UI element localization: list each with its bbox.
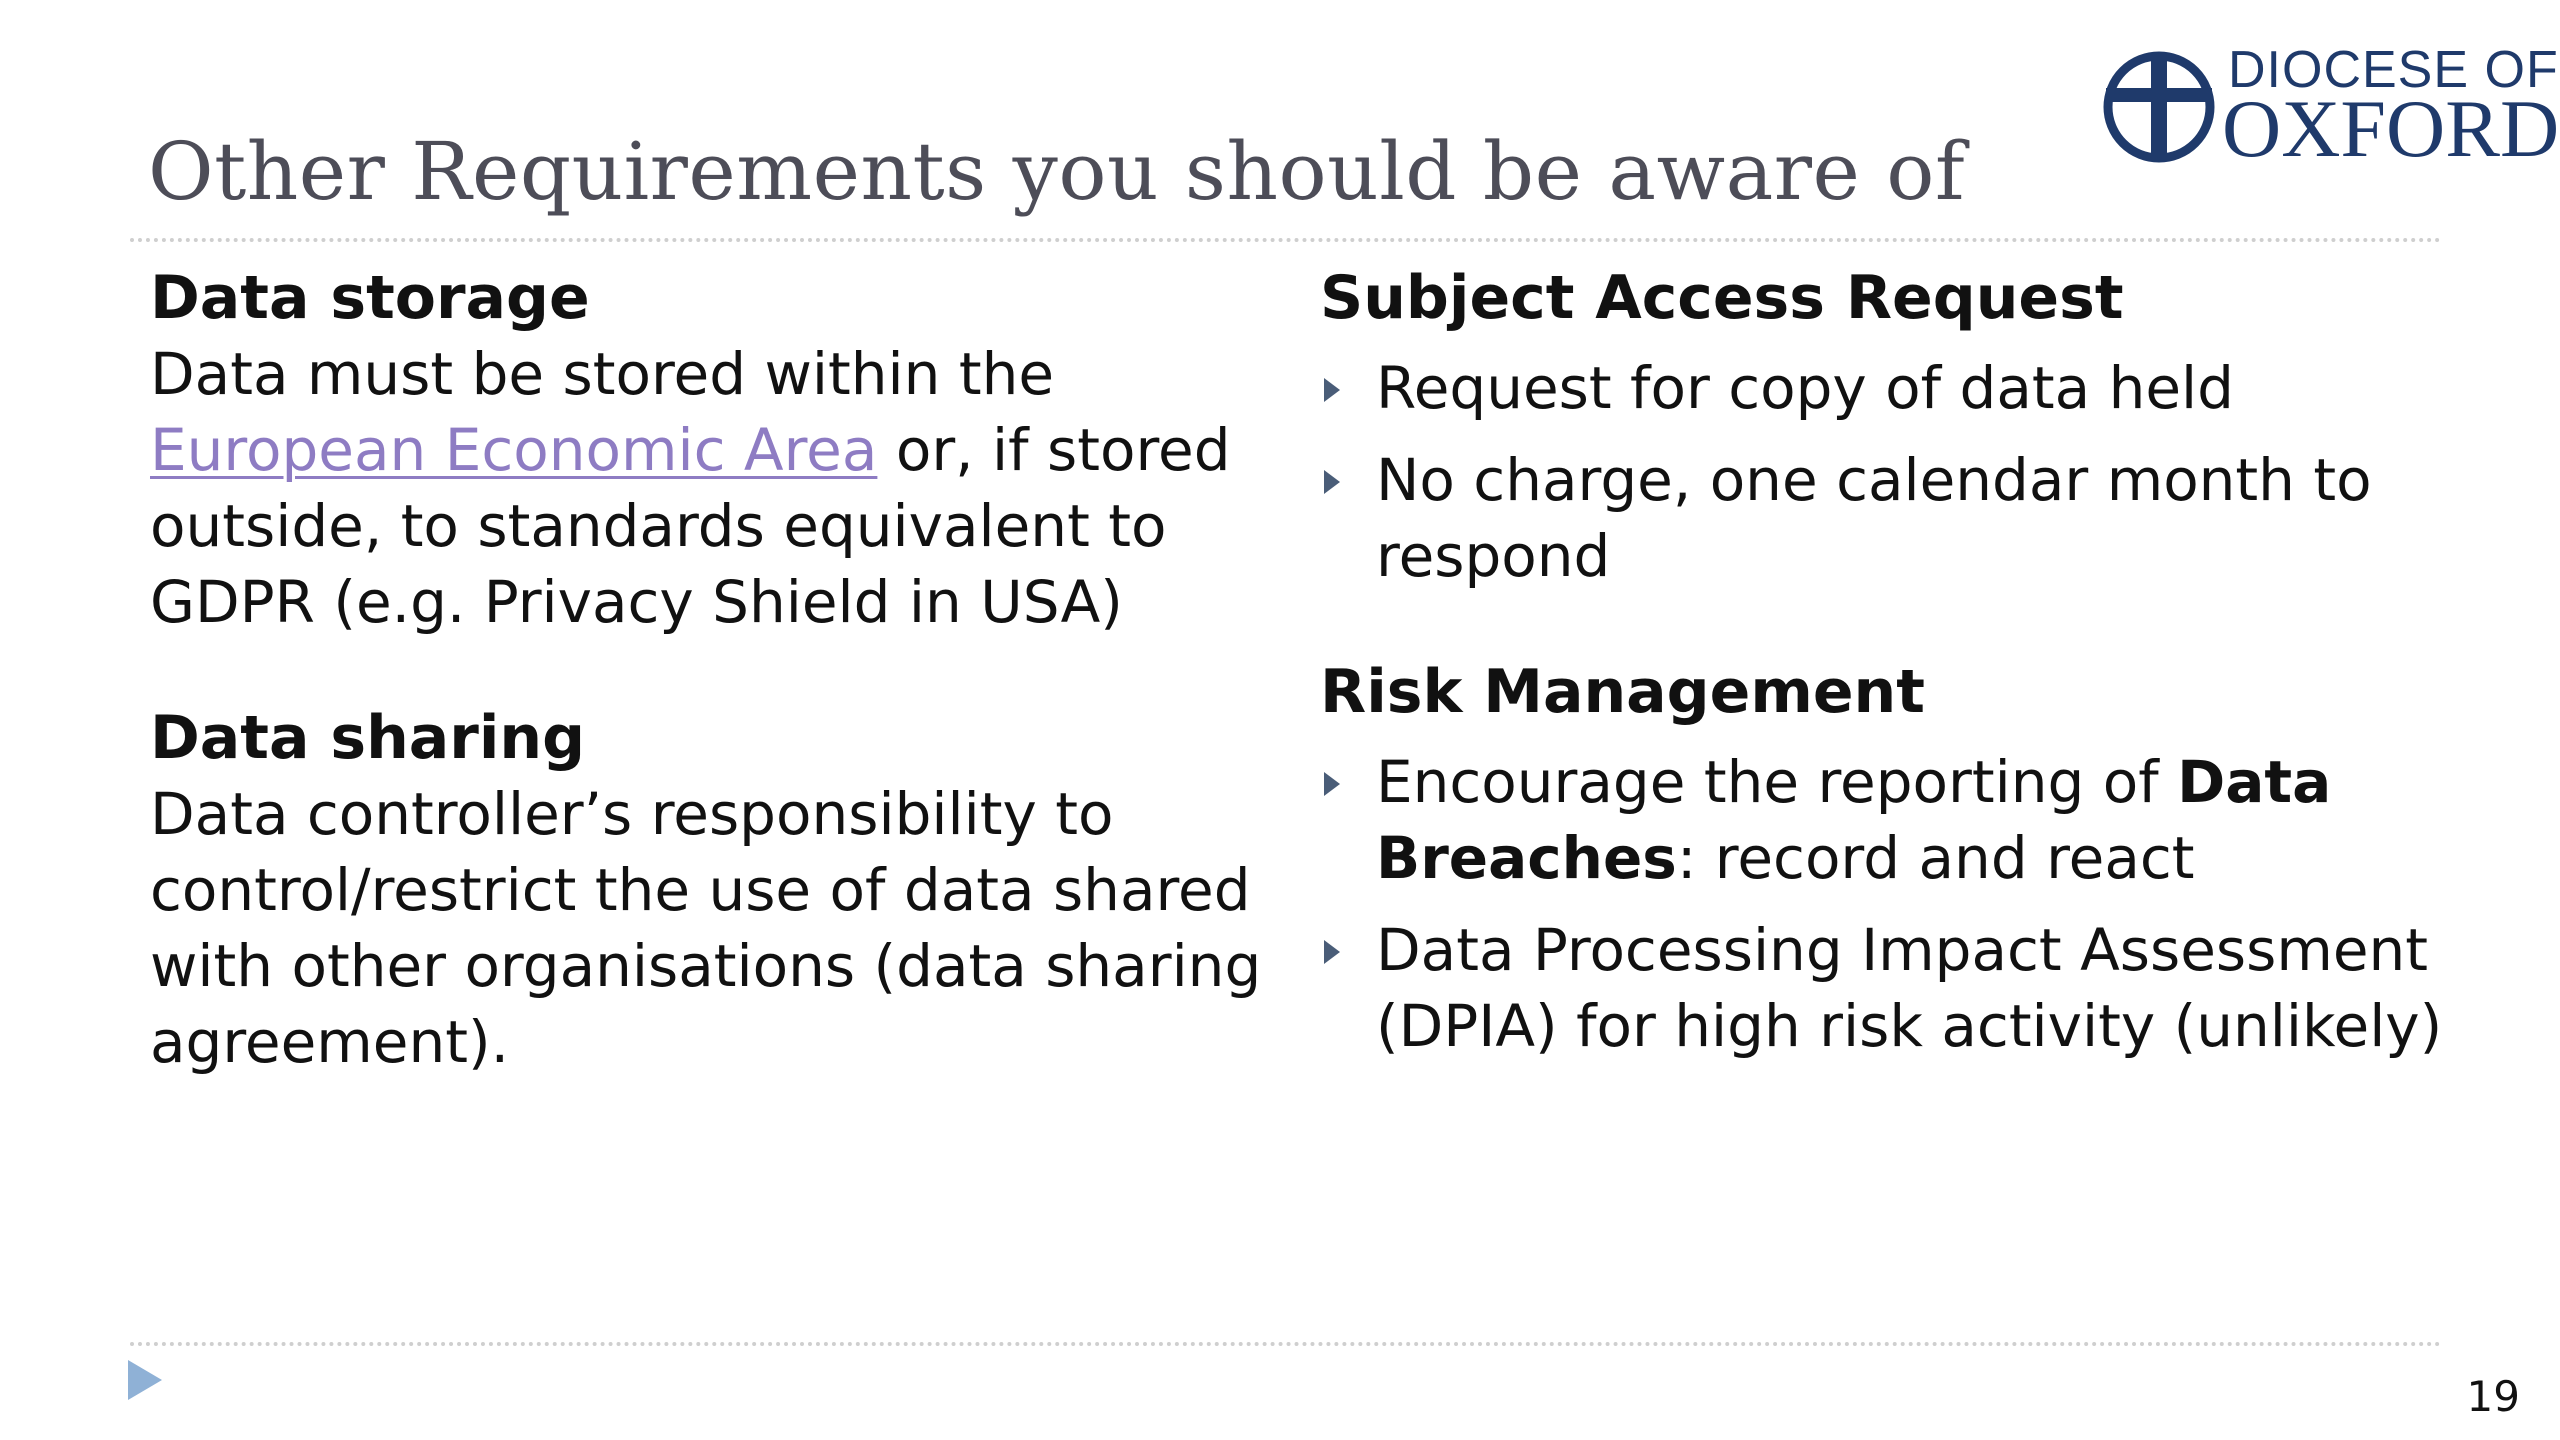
bullet-text-suffix: : record and react	[1676, 824, 2195, 892]
bullet-text: Data Processing Impact Assessment (DPIA) for high risk activity (unlikely)	[1376, 916, 2443, 1060]
bullet-text: Request for copy of data held	[1376, 354, 2234, 422]
data-storage-section	[150, 260, 1270, 640]
subject-access-list	[1320, 350, 2460, 594]
slide-title: Other Requirements you should be aware of	[148, 125, 1966, 218]
triangle-right-icon	[1324, 940, 1340, 964]
european-economic-area-link[interactable]: European Economic Area	[150, 416, 878, 484]
right-column	[1320, 260, 2460, 1124]
data-storage-text-start: Data must be stored within the	[150, 340, 1055, 408]
data-sharing-section	[150, 700, 1270, 1080]
play-triangle-icon	[128, 1360, 162, 1400]
triangle-right-icon	[1324, 378, 1340, 402]
data-storage-heading: Data storage	[150, 263, 590, 333]
risk-management-section	[1320, 654, 2460, 1064]
cross-in-circle-icon	[2100, 48, 2218, 166]
logo-text-line1: DIOCESE OF	[2228, 41, 2559, 99]
data-sharing-text: Data controller’s responsibility to control/restrict the use of data shared with other organisations (data sharing agreement).	[150, 780, 1262, 1076]
triangle-right-icon	[1324, 772, 1340, 796]
bullet-text: No charge, one calendar month to respond	[1376, 446, 2372, 590]
left-column	[150, 260, 1270, 1140]
page-number: 19	[2466, 1372, 2520, 1421]
list-item	[1320, 744, 2460, 896]
data-storage-text	[150, 336, 1270, 640]
diocese-logo	[2100, 40, 2560, 174]
triangle-right-icon	[1324, 470, 1340, 494]
bottom-divider	[130, 1342, 2442, 1346]
bullet-text-prefix: Encourage the reporting of	[1376, 748, 2178, 816]
list-item	[1320, 350, 2460, 426]
list-item	[1320, 442, 2460, 594]
data-sharing-heading: Data sharing	[150, 703, 586, 773]
list-item	[1320, 912, 2460, 1064]
data-breaches-emphasis: Data Breaches	[1376, 748, 2332, 892]
subject-access-heading: Subject Access Request	[1320, 263, 2124, 333]
risk-management-heading: Risk Management	[1320, 657, 1925, 727]
top-divider	[130, 238, 2442, 242]
logo-text-line2: OXFORD	[2222, 83, 2560, 174]
subject-access-section	[1320, 260, 2460, 594]
risk-management-list	[1320, 744, 2460, 1064]
data-storage-text-end: or, if stored outside, to standards equivalent to GDPR (e.g. Privacy Shield in USA)	[150, 416, 1231, 636]
